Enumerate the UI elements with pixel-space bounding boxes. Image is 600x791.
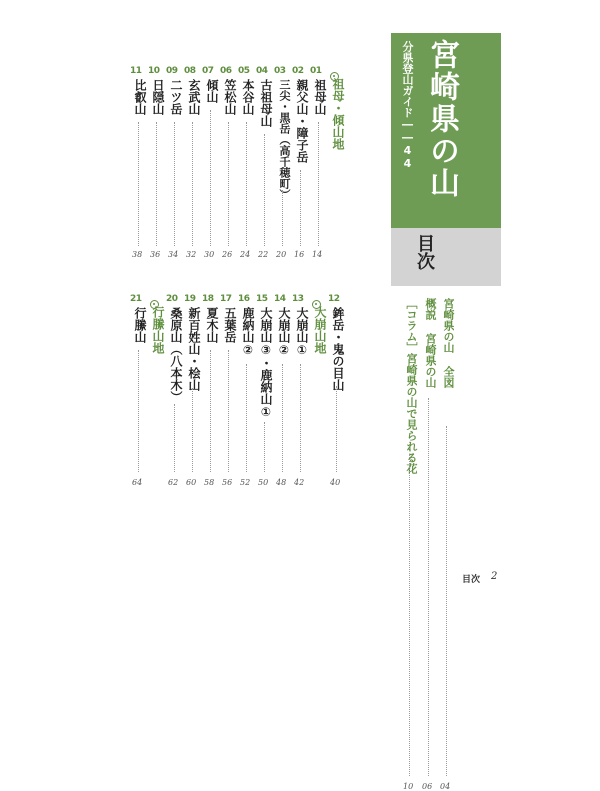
entry-title: 大崩山② [277, 307, 291, 357]
page-number: 40 [330, 478, 341, 487]
entry-title: 桑原山（八本木） [169, 307, 183, 403]
entry-title: 夏木山 [205, 307, 219, 343]
intro-title: 概説 宮崎県の山 [424, 298, 437, 388]
entry-number: 08 [184, 66, 196, 76]
entry-number: 03 [274, 66, 286, 76]
entry-title: 二ツ岳 [169, 79, 183, 115]
leader-line [318, 122, 319, 246]
page-number: 60 [186, 478, 197, 487]
section-heading-text: 大崩山地 [313, 306, 327, 354]
entry-title: 祖母山 [313, 79, 327, 115]
page-number: 62 [168, 478, 179, 487]
leader-line [210, 110, 211, 246]
entry-title: 大崩山① [295, 307, 309, 357]
leader-line [282, 364, 283, 472]
page-number: 20 [276, 250, 287, 259]
footer-page-number: 2 [491, 571, 498, 582]
page-number: 48 [276, 478, 287, 487]
page-number: 52 [240, 478, 251, 487]
entry-title: 古祖母山 [259, 79, 273, 127]
page-number: 10 [403, 782, 414, 791]
page-number: 32 [186, 250, 197, 259]
leader-line [264, 134, 265, 246]
leader-line [228, 122, 229, 246]
section-heading [150, 294, 165, 354]
page-number: 16 [294, 250, 305, 259]
entry-title: 本谷山 [241, 79, 255, 115]
page-number: 36 [150, 250, 161, 259]
title-block [391, 33, 501, 228]
leader-line [300, 170, 301, 246]
entry-title: 玄武山 [187, 79, 201, 115]
entry-number: 21 [130, 294, 142, 304]
leader-line [446, 426, 447, 776]
series-label: 分県登山ガイド――44 [401, 41, 414, 170]
entry-title: 鹿納山② [241, 307, 255, 357]
entry-number: 17 [220, 294, 232, 304]
leader-line [174, 404, 175, 472]
entry-number: 20 [166, 294, 178, 304]
leader-line [192, 122, 193, 246]
leader-line [264, 422, 265, 472]
entry-title: 大崩山③・鹿納山① [259, 307, 273, 419]
entry-number: 14 [274, 294, 286, 304]
leader-line [300, 364, 301, 472]
entry-title: 鉾岳・鬼の目山 [331, 307, 345, 391]
intro-title: 宮崎県の山 全図 [442, 298, 455, 388]
leader-line [156, 122, 157, 246]
leader-line [228, 350, 229, 472]
entry-title: 五葉岳 [223, 307, 237, 343]
page-number: 50 [258, 478, 269, 487]
entry-title: 三尖・黒岳（高千穂町） [278, 79, 291, 200]
section-heading-text: 祖母・傾山地 [331, 78, 345, 150]
page-number: 26 [222, 250, 233, 259]
page-number: 56 [222, 478, 233, 487]
entry-title: 比叡山 [133, 79, 147, 115]
entry-number: 06 [220, 66, 232, 76]
leader-line [192, 388, 193, 472]
entry-number: 19 [184, 294, 196, 304]
entry-number: 04 [256, 66, 268, 76]
entry-title: 新百姓山・桧山 [187, 307, 201, 391]
entry-number: 10 [148, 66, 160, 76]
entry-title: 行縢山 [133, 307, 147, 343]
leader-line [282, 190, 283, 246]
page-number: 06 [422, 782, 433, 791]
entry-number: 11 [130, 66, 142, 76]
leader-line [428, 398, 429, 776]
leader-line [246, 122, 247, 246]
page-number: 64 [132, 478, 143, 487]
section-heading [330, 66, 345, 150]
leader-line [210, 350, 211, 472]
leader-line [138, 350, 139, 472]
entry-number: 12 [328, 294, 340, 304]
entry-number: 16 [238, 294, 250, 304]
leader-line [174, 122, 175, 246]
entry-number: 07 [202, 66, 214, 76]
toc-heading-block [391, 228, 501, 286]
page-number: 04 [440, 782, 451, 791]
section-heading-text: 行縢山地 [151, 306, 165, 354]
entry-number: 09 [166, 66, 178, 76]
entry-number: 05 [238, 66, 250, 76]
footer-label: 目次 [462, 575, 481, 585]
leader-line [336, 386, 337, 472]
book-title: 宮崎県の山 [424, 39, 459, 199]
entry-title: 傾山 [205, 79, 219, 103]
entry-number: 02 [292, 66, 304, 76]
entry-number: 13 [292, 294, 304, 304]
entry-number: 18 [202, 294, 214, 304]
entry-number: 15 [256, 294, 268, 304]
page-number: 58 [204, 478, 215, 487]
entry-number: 01 [310, 66, 322, 76]
intro-title: ［コラム］宮崎県の山で見られる花 [405, 298, 418, 474]
leader-line [138, 122, 139, 246]
entry-title: 日隠山 [151, 79, 165, 115]
toc-label: 目次 [414, 234, 435, 270]
page-number: 42 [294, 478, 305, 487]
leader-line [246, 364, 247, 472]
page-number: 22 [258, 250, 269, 259]
page-number: 38 [132, 250, 143, 259]
section-heading [312, 294, 327, 354]
page-number: 34 [168, 250, 179, 259]
leader-line [409, 454, 410, 776]
entry-title: 親父山・障子岳 [295, 79, 309, 163]
entry-title: 笠松山 [223, 79, 237, 115]
page-number: 14 [312, 250, 323, 259]
page-number: 30 [204, 250, 215, 259]
page-number: 24 [240, 250, 251, 259]
